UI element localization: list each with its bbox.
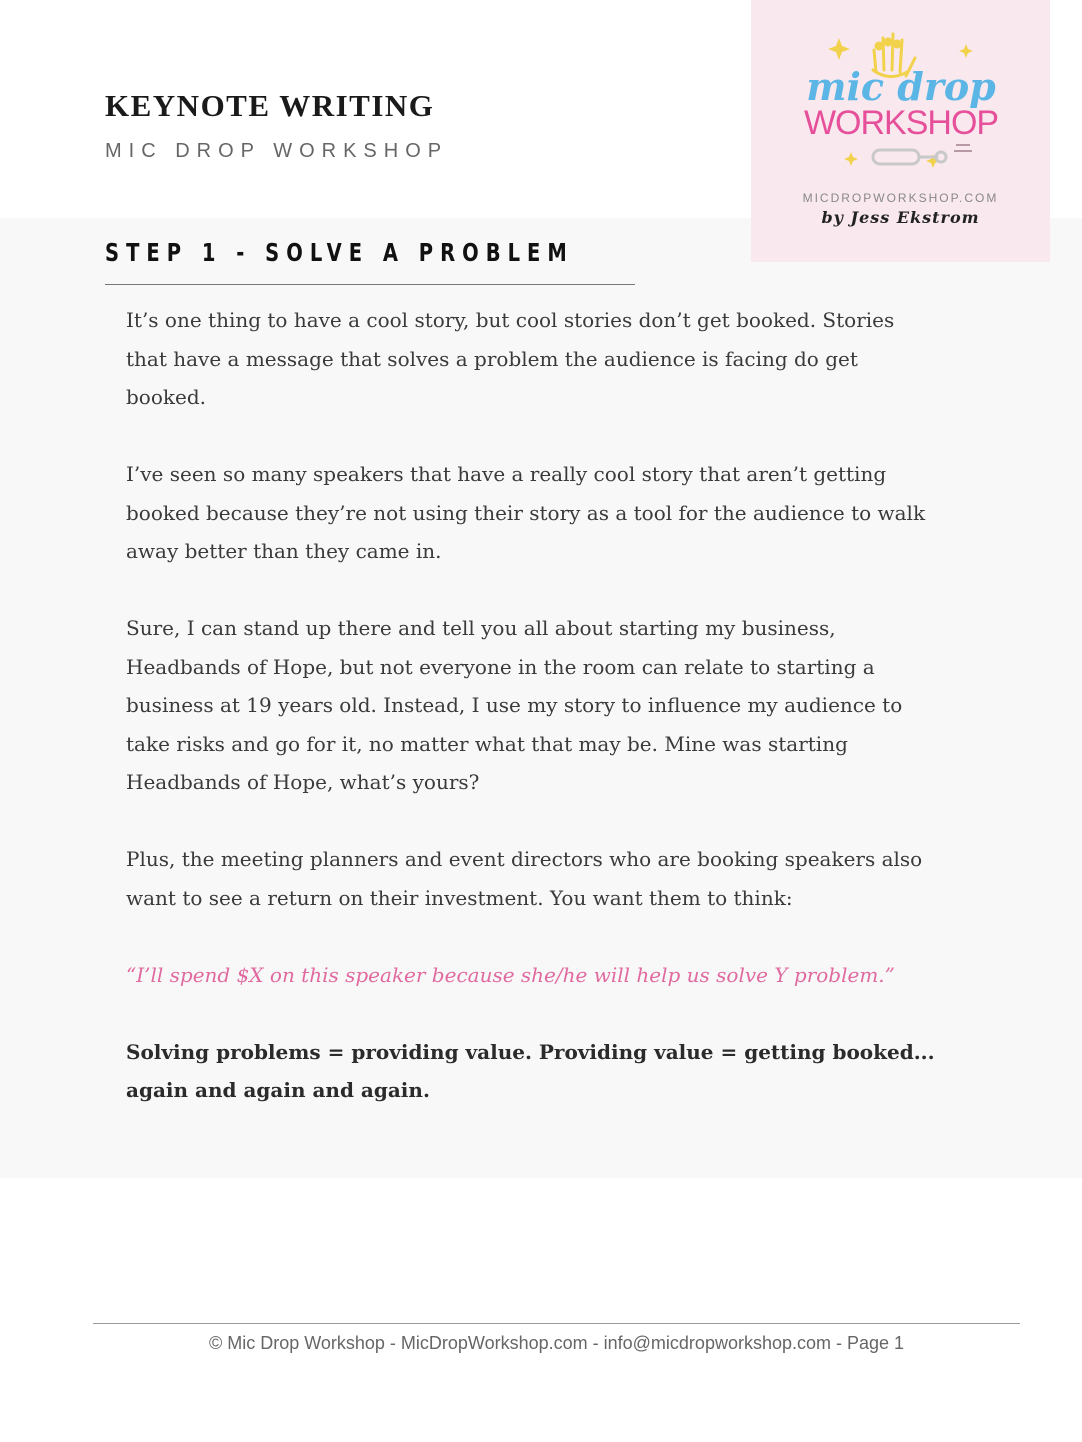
section-body (126, 301, 941, 1148)
logo-author: by Jess Ekstrom (821, 208, 980, 227)
paragraph: I’ve seen so many speakers that have a really cool story that aren’t getting booked because they’re not using their story as a tool for the audience to walk away better than they came in. (126, 462, 926, 563)
logo-byline-icon (954, 144, 972, 152)
footer-divider (93, 1323, 1020, 1324)
paragraph: Plus, the meeting planners and event directors who are booking speakers also want to see a return on their investment. You want them to think: (126, 847, 923, 910)
section-heading: STEP 1 - SOLVE A PROBLEM (105, 238, 574, 267)
key-takeaway: Solving problems = providing value. Providing value = getting booked... again and again and again. (126, 1039, 935, 1102)
logo-url: MICDROPWORKSHOP.COM (802, 191, 999, 205)
paragraph: It’s one thing to have a cool story, but cool stories don’t get booked. Stories that have a message that solves a problem the audience is facing do get booked. (126, 308, 895, 409)
logo-workshop-text: WORKSHOP (803, 104, 999, 142)
logo-card (751, 0, 1050, 262)
pull-quote: “I’ll spend $X on this speaker because she/he will help us solve Y problem.” (126, 962, 895, 987)
document-title: KEYNOTE WRITING (105, 88, 435, 123)
heading-divider (105, 284, 635, 285)
page-footer: © Mic Drop Workshop - MicDropWorkshop.com - info@micdropworkshop.com - Page 1 (208, 1333, 905, 1353)
mic-drop-logo-icon (751, 0, 1050, 190)
logo-script-text: mic drop (806, 64, 996, 109)
document-subtitle: MIC DROP WORKSHOP (105, 140, 449, 162)
paragraph: Sure, I can stand up there and tell you all about starting my business, Headbands of Hope, but not everyone in the room can relate to starting a business at 19 years old. Instead, I use my story to influence my audience to take risks and go for it, no matter what that may be. Mine was starting Headbands of Hope, what’s yours? (126, 616, 903, 794)
